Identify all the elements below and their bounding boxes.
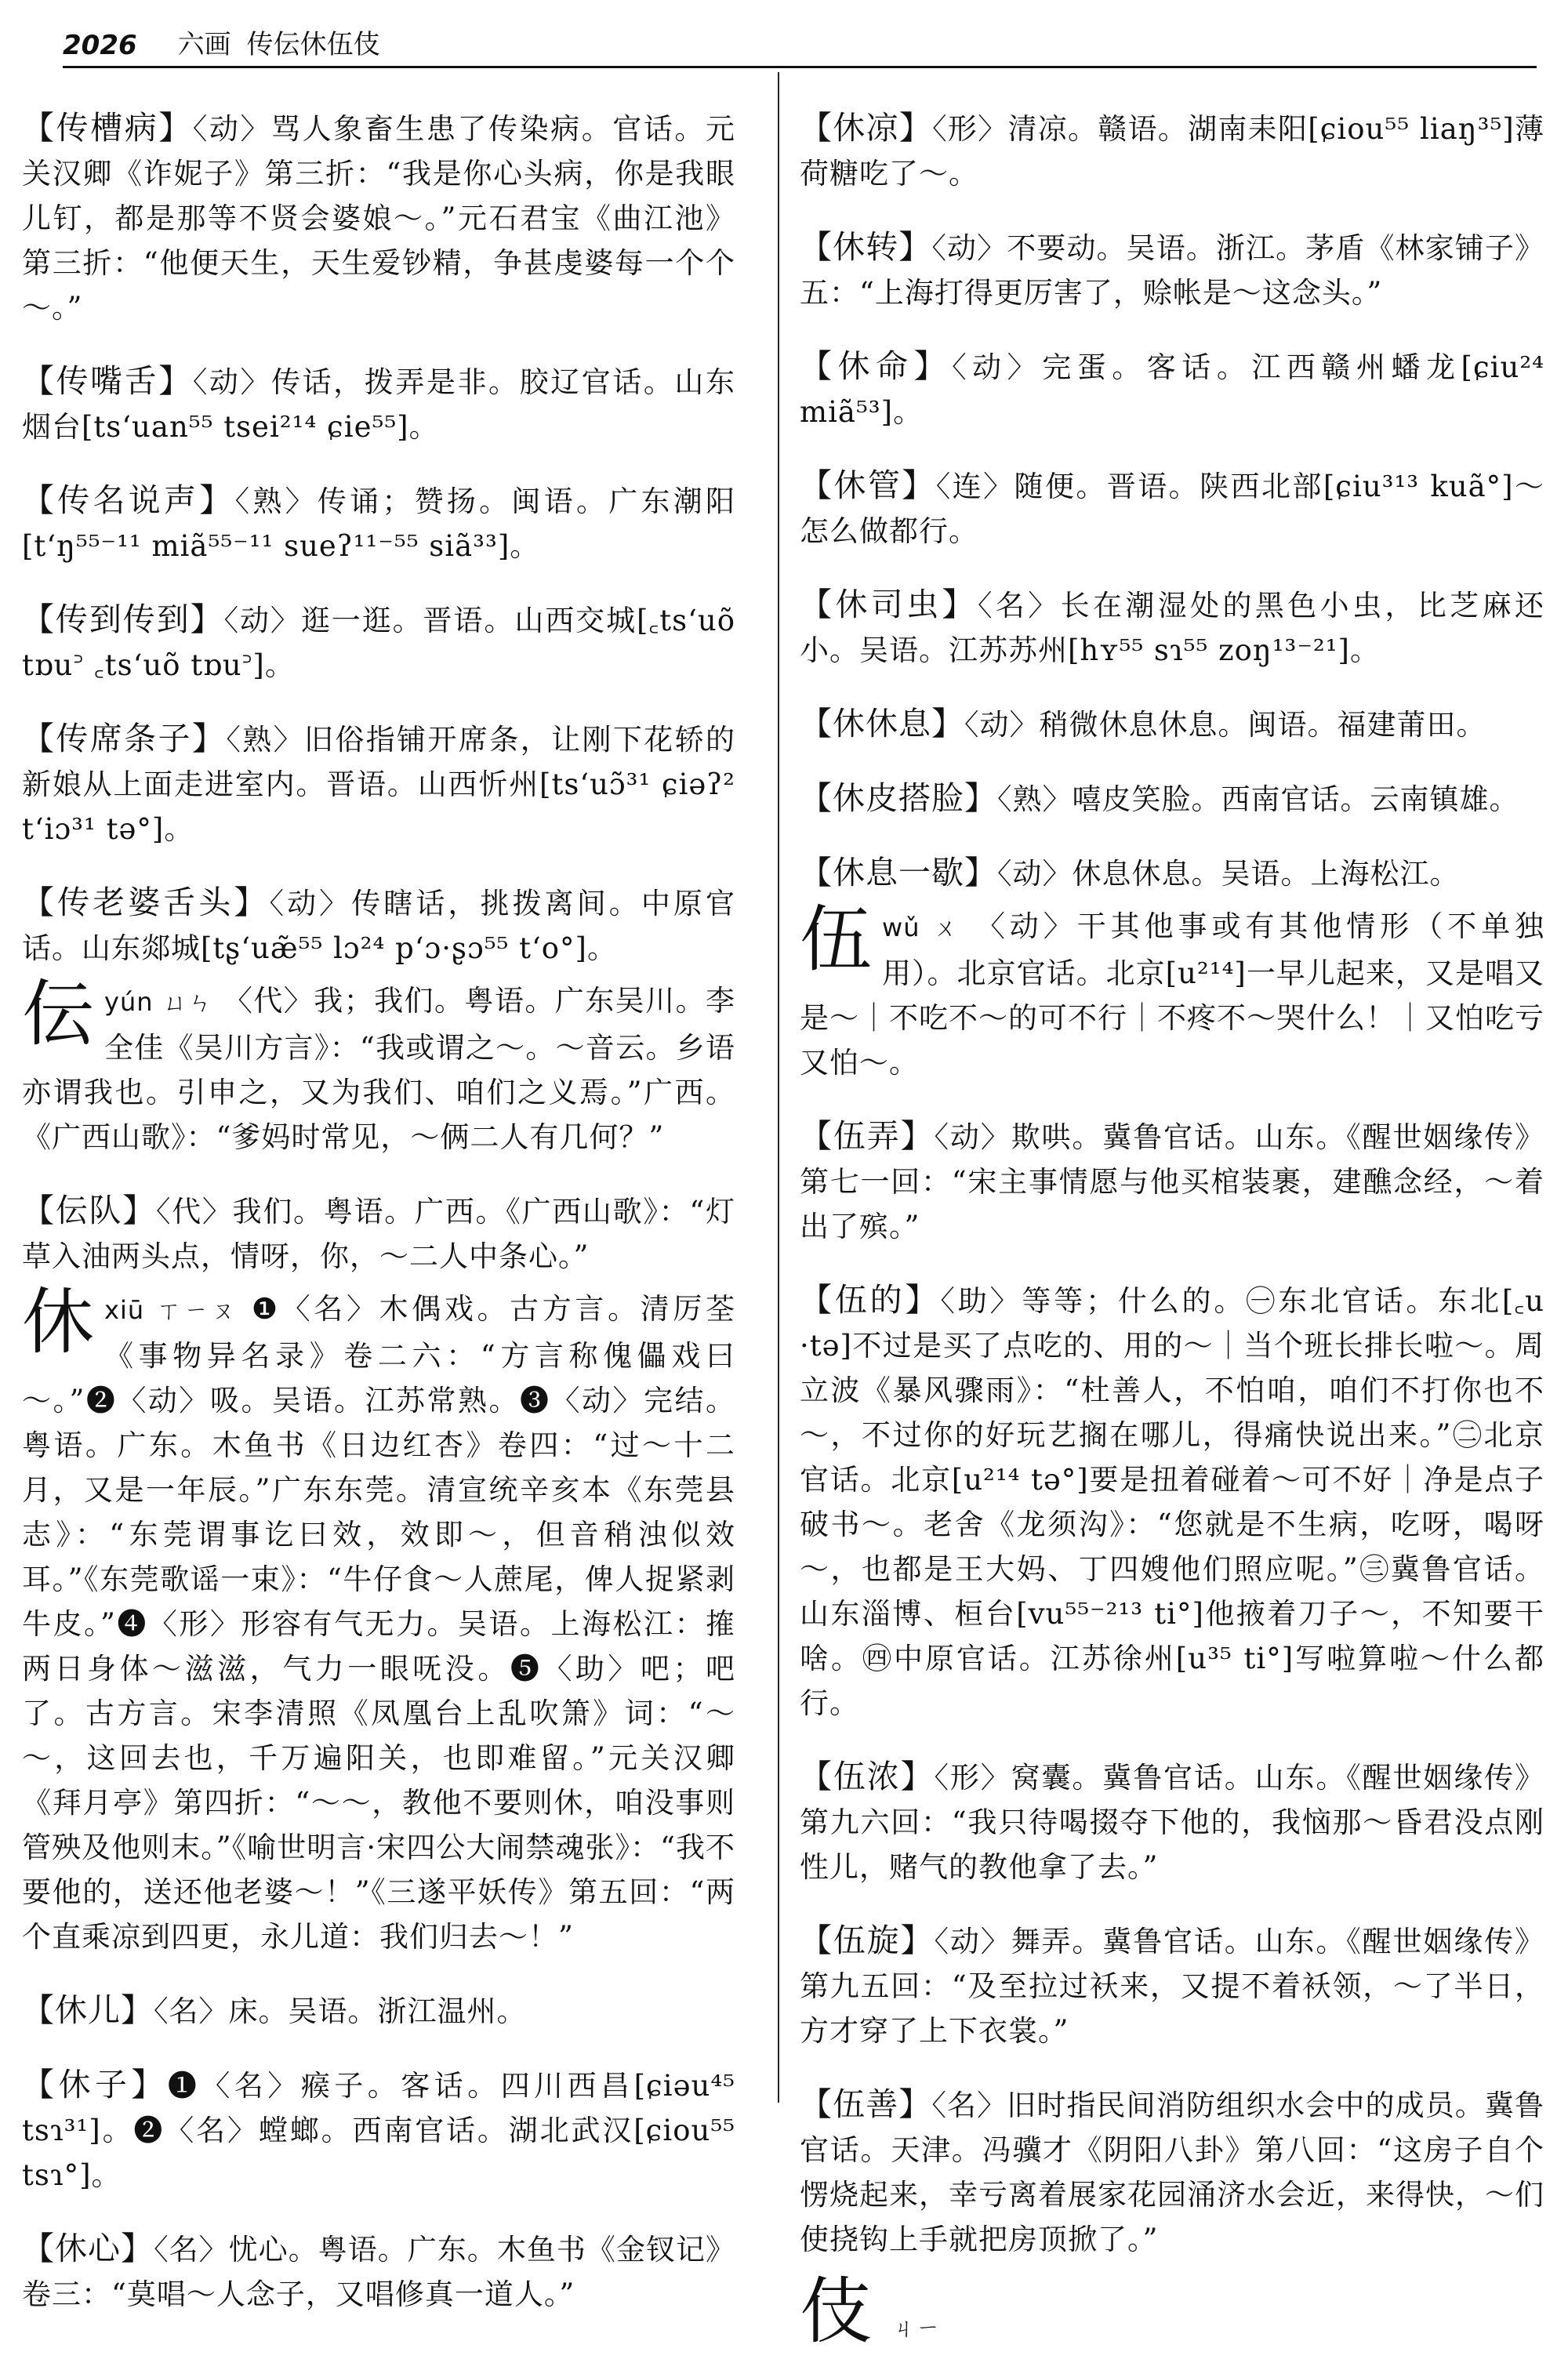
bopomofo: ㄐㄧ	[891, 2315, 941, 2343]
entry	[800, 106, 1544, 196]
entry-headword: 【休凉】	[800, 109, 933, 147]
entry-headword: 【休皮搭脸】	[800, 779, 997, 817]
entry-body: 〈动〉欺哄。冀鲁官话。山东。《醒世姻缘传》第七一回：“宋主事情愿与他买棺装裹，建醮念经，～着出了殡。”	[800, 1120, 1544, 1243]
entry-body: 〈动〉舞弄。冀鲁官话。山东。《醒世姻缘传》第九五回：“及至拉过袄来，又提不着袄领，～了半日，方才穿了上下衣裳。”	[800, 1925, 1544, 2048]
entry-headword: 【传老婆舌头】	[22, 884, 270, 921]
entry	[800, 344, 1544, 434]
entry	[800, 1918, 1544, 2053]
entry	[22, 2227, 735, 2317]
entry-body: 〈动〉骂人象畜生患了传染病。官话。元关汉卿《诈妮子》第三折：“我是你心头病，你是我眼儿钉，都是那等不贤会婆娘～。”元石君宝《曲江池》第三折：“他便天生，天生爱钞精，争甚虔婆每一个个～。”	[22, 112, 736, 325]
entry-headword: 【休息一歇】	[800, 854, 997, 891]
right-column	[800, 77, 1544, 2359]
entry-headword: 【伍浓】	[800, 1758, 935, 1795]
section-label: 六画	[177, 29, 231, 60]
character-headword: 休	[22, 1280, 96, 1364]
bopomofo: ㄒㄧㄡ	[157, 1297, 239, 1325]
entry-headword: 【休转】	[800, 228, 932, 266]
entry-headword: 【伝队】	[22, 1192, 156, 1229]
entry-headword: 【休司虫】	[800, 586, 978, 623]
entry-body: 〈动〉干其他事或有其他情形（不单独用）。北京官话。北京[u²¹⁴]一早儿起来，又是唱又是～｜不吃不～的可不行｜不疼不～哭什么！｜又怕吃亏又怕～。	[800, 909, 1545, 1080]
entry-headword: 【传席条子】	[22, 720, 227, 757]
entry	[800, 582, 1544, 673]
entry-headword: 【传名说声】	[22, 481, 235, 519]
entry	[22, 106, 735, 330]
entry-body: 〈动〉传话，拨弄是非。胶辽官话。山东烟台[ts‘uan⁵⁵ tsei²¹⁴ ɕie⁵⁵]。	[22, 365, 736, 444]
entry	[22, 597, 735, 688]
entry	[22, 1189, 735, 1279]
pinyin: yún	[104, 987, 154, 1017]
entry	[22, 478, 735, 568]
entry-headword: 【伍的】	[800, 1281, 941, 1319]
bopomofo: ㄩㄣ	[163, 989, 213, 1017]
entry	[800, 1114, 1544, 1249]
entry	[22, 359, 735, 449]
entry-headword: 【伍善】	[800, 2085, 932, 2123]
entry	[800, 702, 1544, 747]
entry-body: 〈动〉稍微休息休息。闽语。福建莆田。	[964, 708, 1486, 742]
entry	[800, 776, 1544, 822]
character-entry	[800, 2270, 1544, 2354]
entry-body: 〈名〉长在潮湿处的黑色小虫，比芝麻还小。吴语。江苏苏州[hʏ⁵⁵ sɿ⁵⁵ zoŋ¹³⁻²¹]。	[800, 589, 1545, 667]
entry-headword: 【休命】	[800, 347, 953, 385]
entry-headword: 【休休息】	[800, 705, 964, 742]
character-entry	[22, 972, 736, 1160]
entry-body: 〈熟〉传诵；赞扬。闽语。广东潮阳[t‘ŋ⁵⁵⁻¹¹ miã⁵⁵⁻¹¹ sueʔ¹¹⁻⁵⁵ siã³³]。	[22, 485, 736, 563]
entry	[800, 463, 1544, 553]
entry-headword: 【传到传到】	[22, 601, 224, 638]
column-divider	[778, 72, 779, 2103]
entry-headword: 【传嘴舌】	[22, 362, 193, 400]
entry-body: 〈连〉随便。晋语。陕西北部[ɕiu³¹³ kuã°]～怎么做都行。	[800, 470, 1545, 548]
entry-body: ❶〈名〉瘊子。客话。四川西昌[ɕiəu⁴⁵ tsɿ³¹]。❷〈名〉螳螂。西南官话。湖北武汉[ɕiou⁵⁵ tsɿ°]。	[22, 2069, 735, 2192]
entry-headword: 【休子】	[22, 2066, 168, 2103]
entry-headword: 【伍弄】	[800, 1117, 935, 1155]
entry-body: 〈名〉床。吴语。浙江温州。	[154, 1994, 527, 2028]
character-entry	[22, 1280, 735, 1959]
entry	[22, 717, 735, 851]
page-header	[63, 16, 1537, 68]
entry-body: 〈形〉窝囊。冀鲁官话。山东。《醒世姻缘传》第九六回：“我只待喝掇夺下他的，我恼那～昏君没点刚性儿，赌气的教他拿了去。”	[800, 1761, 1544, 1884]
entry-headword: 【伍旋】	[800, 1922, 935, 1959]
entry-body: 〈代〉我；我们。粤语。广东吴川。李全佳《吴川方言》：“我或谓之～。～音云。乡语亦谓我也。引申之，又为我们、咱们之义焉。”广西。《广西山歌》：“爹妈时常见，～俩二人有几何？”	[22, 984, 736, 1154]
character-headword: 伎	[800, 2270, 873, 2354]
entry-headword: 【休儿】	[22, 1991, 154, 2029]
entry	[800, 1278, 1544, 1726]
character-headword: 伝	[22, 972, 96, 1056]
entry	[800, 1755, 1544, 1889]
header-chars: 传伝休伍伎	[246, 29, 380, 60]
entry-body: 〈名〉忧心。粤语。广东。木鱼书《金钗记》卷三：“莫唱～人念子，又唱修真一道人。”	[22, 2233, 736, 2311]
entry-body: 〈形〉清凉。赣语。湖南耒阳[ɕiou⁵⁵ liaŋ³⁵]薄荷糖吃了～。	[800, 112, 1544, 191]
character-headword: 伍	[800, 898, 873, 982]
entry	[800, 2082, 1544, 2262]
entry-body: 〈动〉休息休息。吴语。上海松江。	[997, 857, 1460, 891]
entry-headword: 【传槽病】	[22, 109, 193, 147]
bopomofo: ㄨ	[934, 915, 963, 942]
entry-body: 〈动〉不要动。吴语。浙江。茅盾《林家铺子》五：“上海打得更厉害了，赊帐是～这念头。”	[800, 231, 1545, 310]
pinyin: xiū	[104, 1295, 145, 1325]
entry-body: 〈名〉旧时指民间消防组织水会中的成员。冀鲁官话。天津。冯骥才《阴阳八卦》第八回：“这房子自个愣烧起来，幸亏离着展家花园涌济水会近，来得快，～们使挠钩上手就把房顶掀了。”	[800, 2089, 1545, 2256]
entry	[800, 851, 1544, 896]
entry	[22, 880, 735, 971]
entry-body: 〈动〉完蛋。客话。江西赣州蟠龙[ɕiu²⁴ miã⁵³]。	[800, 350, 1544, 429]
entry-body: 〈熟〉旧俗指铺开席条，让刚下花轿的新娘从上面走进室内。晋语。山西忻州[ts‘uɔ̃³¹ ɕiəʔ² t‘iɔ³¹ tə°]。	[22, 723, 736, 846]
left-column	[22, 77, 735, 2325]
entry-headword: 【休管】	[800, 466, 936, 504]
entry-body: 〈动〉逛一逛。晋语。山西交城[꜀ts‘uõ tɒu꜄ ꜀ts‘uõ tɒu꜄]。	[22, 604, 735, 682]
entry-body: 〈代〉我们。粤语。广西。《广西山歌》：“灯草入油两头点，情呀，你，～二人中条心。”	[22, 1195, 736, 1273]
entry-body: 〈动〉传瞎话，挑拨离间。中原官话。山东郯城[tʂ‘uæ̃⁵⁵ lɔ²⁴ p‘ɔ·ʂɔ⁵⁵ t‘o°]。	[22, 887, 735, 965]
entry-body: 〈熟〉嘻皮笑脸。西南官话。云南镇雄。	[997, 782, 1519, 816]
page-number: 2026	[63, 30, 137, 61]
entry	[22, 2063, 735, 2197]
entry-body: 〈助〉等等；什么的。㊀东北官话。东北[꜀u ·tə]不过是买了点吃的、用的～｜当个班长排长啦～。周立波《暴风骤雨》：“杜善人，不怕咱，咱们不打你也不～，不过你的好玩艺搁在哪儿，得痛快说出来。”㊁北京官话。北京[u²¹⁴ tə°]要是扭着碰着～可不好｜净是点子破书～。老舍《龙须沟》：“您就是不生病，吃呀，喝呀～，也都是王大妈、丁四嫂他们照应呢。”㊂冀鲁官话。山东淄博、桓台[vu⁵⁵⁻²¹³ ti°]他掖着刀子～，不知要干啥。㊃中原官话。江苏徐州[u³⁵ ti°]写啦算啦～什么都行。	[800, 1284, 1544, 1720]
entry	[22, 1988, 735, 2034]
character-entry	[800, 898, 1545, 1085]
pinyin: wǔ	[882, 913, 920, 942]
entry-body: ❶〈名〉木偶戏。古方言。清厉荃《事物异名录》卷二六：“方言称傀儡戏曰～。”❷〈动〉吸。吴语。江苏常熟。❸〈动〉完结。粤语。广东。木鱼书《日边红杏》卷四：“过～十二月，又是一年辰。”广东东莞。清宣统辛亥本《东莞县志》：“东莞谓事讫曰效，效即～，但音稍浊似效耳。”《东莞歌谣一束》：“牛仔食～人蔗尾，俾人捉紧剥牛皮。”❹〈形〉形容有气无力。吴语。上海松江：搉两日身体～滋滋，气力一眼呒没。❺〈助〉吧；吧了。古方言。宋李清照《凤凰台上乱吹箫》词：“～～，这回去也，千万遍阳关，也即难留。”元关汉卿《拜月亭》第四折：“～～，教他不要则休，咱没事则管殃及他则末。”《喻世明言·宋四公大闹禁魂张》：“我不要他的，送还他老婆～！”《三遂平妖传》第五回：“两个直乘凉到四更，永儿道：我们归去～！”	[22, 1292, 735, 1954]
entry-headword: 【休心】	[22, 2230, 154, 2267]
entry	[800, 225, 1544, 315]
